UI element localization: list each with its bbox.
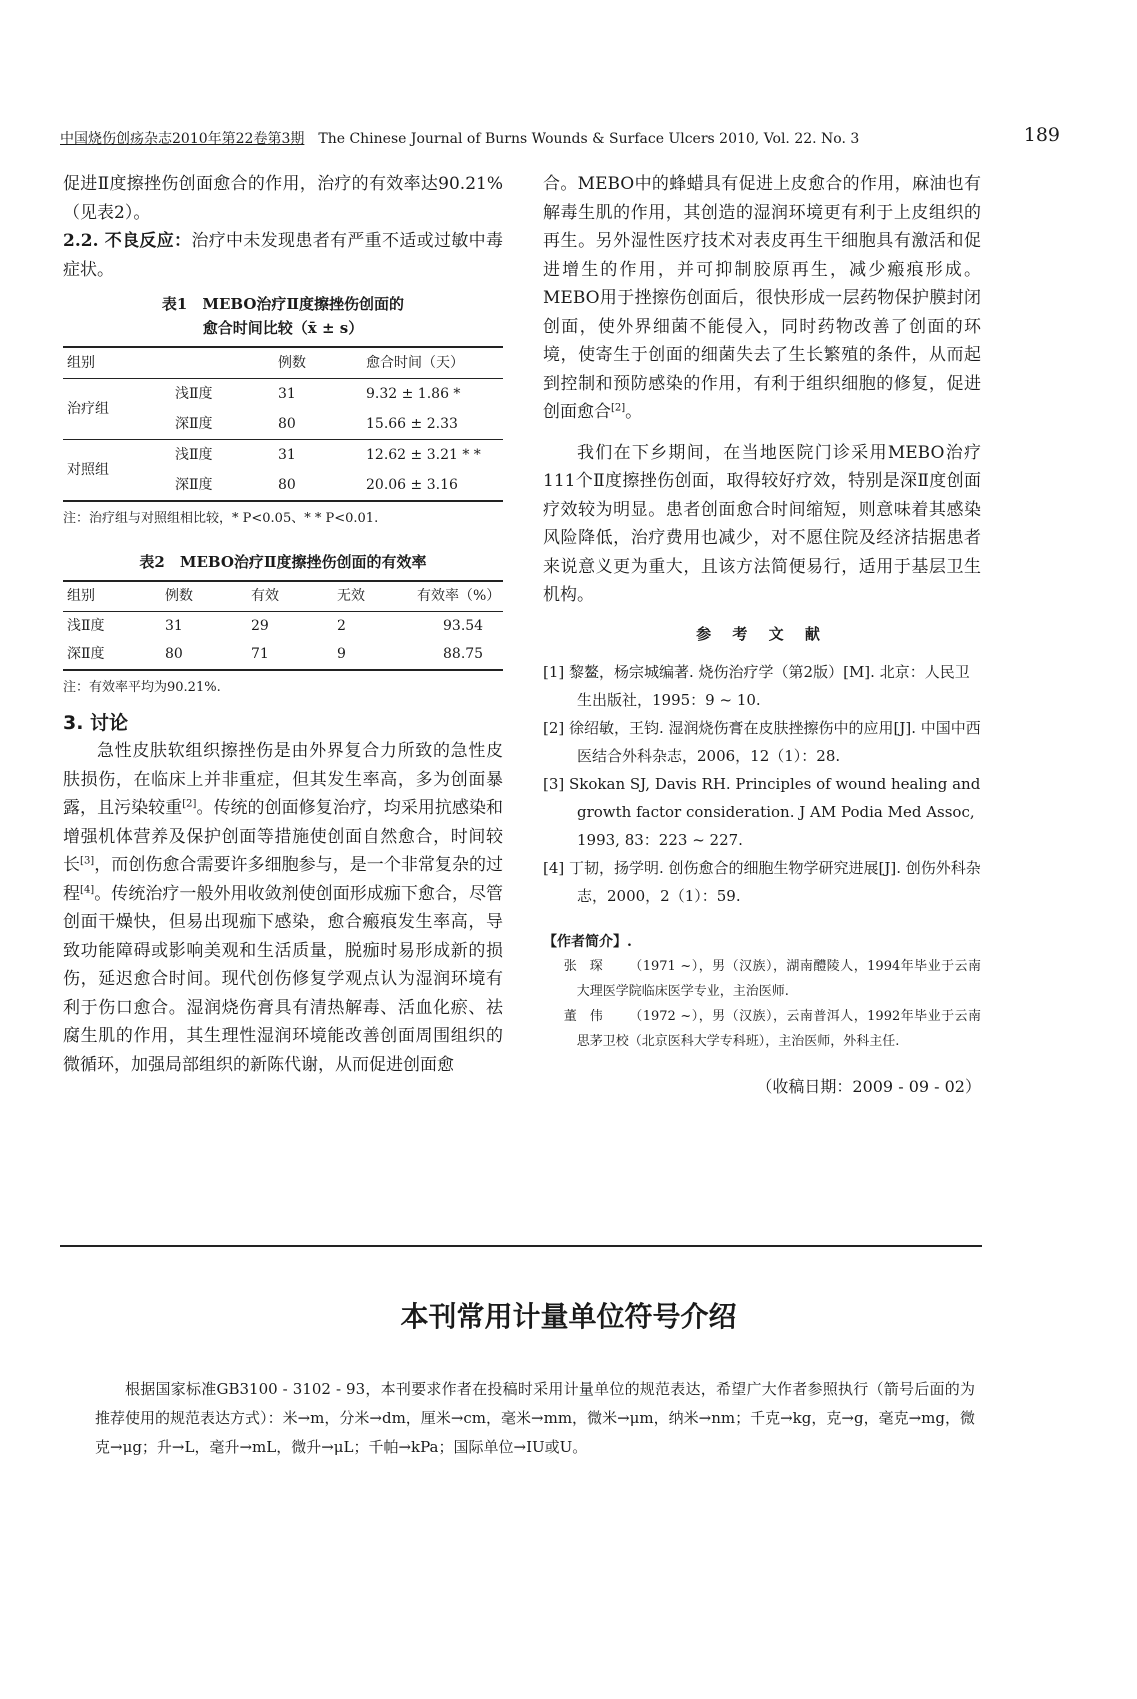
author-bio — [543, 1004, 981, 1054]
table2-cell: 浅Ⅱ度 — [67, 617, 105, 634]
table1-caption — [63, 292, 503, 340]
reference-item: [2] 徐绍敏，王钧. 湿润烧伤膏在皮肤挫擦伤中的应用[J]. 中国中西医结合外科杂志，2006，12（1）：28. — [543, 719, 981, 765]
reference-item: [1] 黎鳌，杨宗城编著. 烧伤治疗学（第2版）[M]. 北京：人民卫生出版社，1995：9 ~ 10. — [543, 663, 970, 709]
table1-time: 15.66 ± 2.33 — [366, 415, 458, 432]
table2-cell: 31 — [165, 617, 183, 634]
table2-caption: 表2 MEBO治疗Ⅱ度擦挫伤创面的有效率 — [139, 553, 427, 571]
right-text-1: 合。MEBO中的蜂蜡具有促进上皮愈合的作用，麻油也有解毒生肌的作用，其创造的湿润环境更有利于上皮组织的再生。另外湿性医疗技术对表皮再生干细胞具有激活和促进增生的作用，并可抑制胶原再生，减少瘢痕形成。MEBO用于挫擦伤创面后，很快形成一层药物保护膜封闭创面，使外界细菌不能侵入，同时药物改善了创面的环境，使寄生于创面的细菌失去了生长繁殖的条件，从而起到控制和预防感染的作用，有利于组织细胞的修复，促进创面愈合 — [543, 174, 981, 422]
author-name: 董 伟 — [563, 1009, 603, 1024]
table2 — [63, 580, 503, 671]
right-paragraph-1 — [543, 170, 981, 427]
table1-header: 例数 — [278, 354, 306, 371]
discussion-text-b: 。传统的创面修复治疗，均采用抗感染和增强机体营养及保护创面等措施使创面自然愈合，时间较长 — [63, 798, 504, 875]
table1-group: 治疗组 — [67, 400, 109, 417]
table1-time: 9.32 ± 1.86 * — [366, 385, 461, 402]
discussion-text-c: ，而创伤愈合需要许多细胞参与，是一个非常复杂的过程 — [63, 855, 504, 904]
table1-degree: 深Ⅱ度 — [175, 415, 213, 432]
table1-header: 组别 — [67, 354, 95, 371]
left-column — [63, 170, 503, 1079]
table2-header: 有效率（%） — [417, 588, 501, 604]
left-paragraph-1: 促进Ⅱ度擦挫伤创面愈合的作用，治疗的有效率达90.21%（见表2）。 — [63, 174, 503, 223]
header-journal-cn: 中国烧伤创疡杂志2010年第22卷第3期 — [60, 131, 305, 147]
notice-body: 根据国家标准GB3100 - 3102 - 93，本刊要求作者在投稿时采用计量单位的规范表达，希望广大作者参照执行（箭号后面的为推荐使用的规范表达方式）：米→m，分米→dm，厘米→cm，毫米→mm，微米→μm，纳米→nm；千克→kg，克→g，毫克→mg，微克→μg；升→L，毫升→mL，微升→μL；千帕→kPa；国际单位→IU或U。 — [95, 1380, 975, 1456]
table1-group: 对照组 — [67, 461, 109, 478]
adverse-reaction-label: 2.2. 不良反应： — [63, 231, 192, 251]
table1 — [63, 346, 503, 502]
header-journal-en: The Chinese Journal of Burns Wounds & Surface Ulcers 2010, Vol. 22. No. 3 — [318, 131, 860, 147]
table2-cell: 29 — [251, 617, 269, 634]
table2-header: 无效 — [337, 588, 365, 604]
table-row — [63, 611, 503, 640]
table1-note: 注：治疗组与对照组相比较，* P<0.05、* * P<0.01. — [63, 511, 379, 526]
table1-caption-line1: 表1 MEBO治疗Ⅱ度擦挫伤创面的 — [161, 295, 405, 313]
reference-item: [4] 丁韧，扬学明. 创伤愈合的细胞生物学研究进展[J]. 创伤外科杂志，2000，2（1）：59. — [543, 859, 981, 905]
author-name: 张 琛 — [563, 959, 603, 974]
table2-header: 有效 — [251, 588, 279, 604]
discussion-text-a: 急性皮肤软组织擦挫伤是由外界复合力所致的急性皮肤损伤，在临床上并非重症，但其发生率高，多为创面暴露，且污染较重 — [63, 741, 503, 818]
adverse-reaction-text: 治疗中未发现患者有严重不适或过敏中毒症状。 — [63, 231, 503, 280]
table2-cell: 9 — [337, 646, 346, 662]
table2-cell: 深Ⅱ度 — [67, 646, 105, 662]
section-3-title: 3. 讨论 — [63, 711, 129, 734]
table1-degree: 浅Ⅱ度 — [175, 446, 213, 463]
table1-degree: 浅Ⅱ度 — [175, 385, 213, 402]
table2-cell: 80 — [165, 646, 183, 662]
section-divider — [60, 1245, 982, 1247]
author-heading: 【作者简介】. — [543, 934, 632, 950]
left-paragraph-2 — [63, 227, 503, 284]
table1-header: 愈合时间（天） — [366, 354, 464, 371]
table1-degree: 深Ⅱ度 — [175, 476, 213, 493]
table1-n: 80 — [278, 415, 296, 432]
discussion-text-d: 。传统治疗一般外用收敛剂使创面形成痂下愈合，尽管创面干燥快，但易出现痂下感染，愈合瘢痕发生率高，导致功能障碍或影响美观和生活质量，脱痂时易形成新的损伤，延迟愈合时间。现代创伤修复学观点认为湿润环境有利于伤口愈合。湿润烧伤膏具有清热解毒、活血化瘀、祛腐生肌的作用，其生理性湿润环境能改善创面周围组织的微循环，加强局部组织的新陈代谢，从而促进创面愈 — [63, 883, 504, 1075]
right-text-1-end: 。 — [625, 402, 643, 422]
citation-ref: [4] — [80, 883, 95, 895]
table2-header: 例数 — [165, 588, 193, 604]
reference-item: [3] Skokan SJ, Davis RH. Principles of wound healing and growth factor consideration. J AM Podia Med Assoc, 1993, 83：223 ~ 227. — [543, 775, 981, 849]
right-column — [543, 170, 981, 1100]
author-text: （1972 ~），男（汉族），云南普洱人，1992年毕业于云南思茅卫校（北京医科大学专科班），主治医师，外科主任. — [576, 1009, 981, 1049]
table2-cell: 93.54 — [443, 617, 484, 634]
table2-cell: 88.75 — [443, 646, 484, 662]
table2-cell: 71 — [251, 646, 269, 662]
table1-caption-line2: 愈合时间比较（x̄ ± s） — [202, 319, 364, 337]
table1-n: 31 — [278, 446, 296, 463]
table2-cell: 2 — [337, 617, 346, 634]
table1-n: 80 — [278, 476, 296, 493]
table1-time: 20.06 ± 3.16 — [366, 476, 458, 493]
received-date: （收稿日期：2009 - 09 - 02） — [756, 1077, 981, 1096]
author-text: （1971 ~），男（汉族），湖南醴陵人，1994年毕业于云南大理医学院临床医学专业，主治医师. — [576, 959, 981, 999]
table1-time: 12.62 ± 3.21 * * — [366, 446, 481, 463]
discussion-paragraph — [63, 737, 503, 1079]
table2-note: 注：有效率平均为90.21%. — [63, 679, 221, 695]
table-row — [63, 379, 503, 410]
citation-ref: [3] — [80, 855, 95, 867]
header-journal — [60, 128, 859, 148]
table1-header — [171, 347, 274, 379]
table1-n: 31 — [278, 385, 296, 402]
citation-ref: [2] — [182, 798, 197, 810]
right-paragraph-2: 我们在下乡期间，在当地医院门诊采用MEBO治疗111个Ⅱ度擦挫伤创面，取得较好疗效，特别是深Ⅱ度创面疗效较为明显。患者创面愈合时间缩短，则意味着其感染风险降低，治疗费用也减少，对不愿住院及经济拮据患者来说意义更为重大，且该方法简便易行，适用于基层卫生机构。 — [543, 442, 981, 605]
notice-title: 本刊常用计量单位符号介绍 — [400, 1300, 737, 1333]
table-row — [63, 640, 503, 670]
references-title: 参 考 文 献 — [696, 624, 828, 643]
citation-ref: [2] — [611, 402, 626, 414]
table-row — [63, 440, 503, 471]
author-bio — [543, 954, 981, 1004]
running-header — [60, 124, 1060, 152]
table2-header: 组别 — [67, 588, 95, 604]
page-number: 189 — [1023, 124, 1060, 146]
